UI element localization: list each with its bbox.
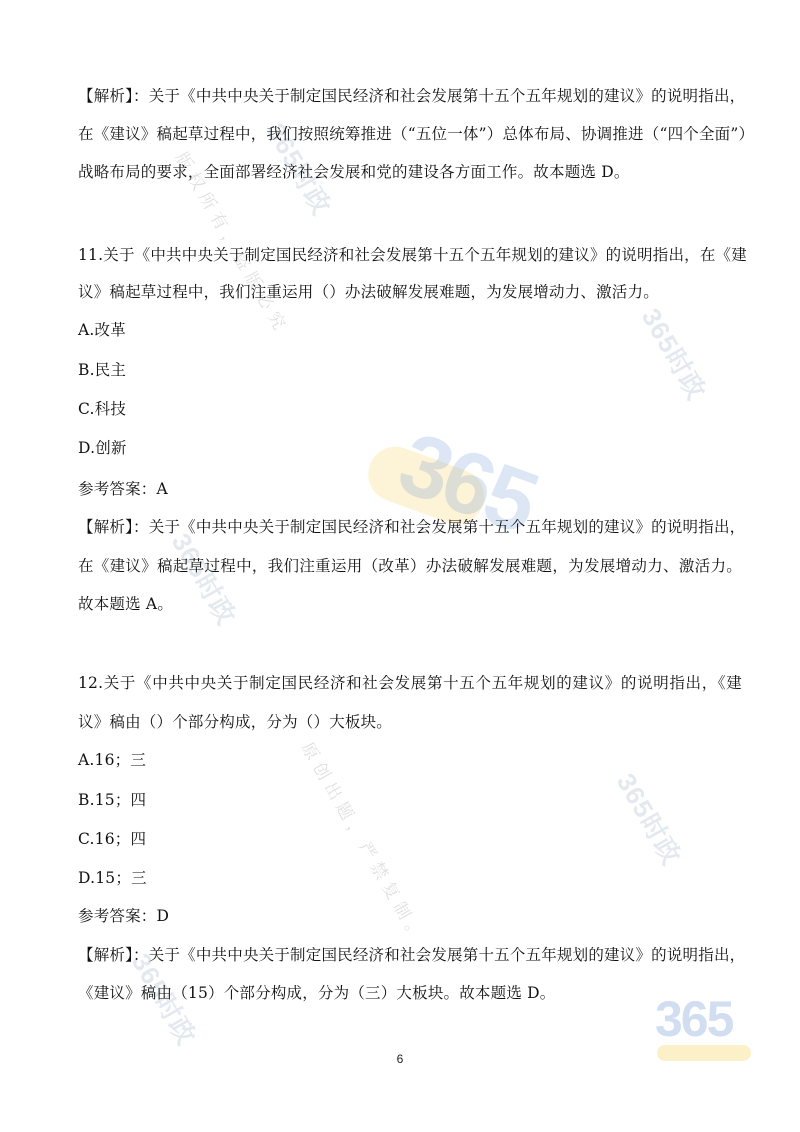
- question-stem: 议》稿由（）个部分构成，分为（）大板块。: [78, 713, 393, 731]
- watermark-notice: 原创出题，严禁复制。: [297, 739, 429, 948]
- option-c: C.16；四: [78, 830, 147, 848]
- page-number: 6: [396, 1052, 404, 1066]
- question-stem: 12.关于《中共中央关于制定国民经济和社会发展第十五个五年规划的建议》的说明指出，《建: [78, 674, 742, 692]
- question-stem: 11.关于《中共中央关于制定国民经济和社会发展第十五个五年规划的建议》的说明指出，在《建: [78, 246, 747, 264]
- watermark-brand: 365时政: [260, 118, 337, 221]
- option-d: D.创新: [78, 439, 127, 457]
- analysis-line: 【解析】：关于《中共中央关于制定国民经济和社会发展第十五个五年规划的建议》的说明指出，: [78, 946, 746, 964]
- option-b: B.15；四: [78, 791, 147, 809]
- analysis-line: 在《建议》稿起草过程中，我们注重运用（改革）办法破解发展难题，为发展增动力、激活力。: [78, 557, 742, 575]
- logo-text: 365: [386, 412, 548, 552]
- watermark-brand: 365时政: [165, 528, 242, 631]
- analysis-line: 在《建议》稿起草过程中，我们按照统筹推进（“五位一体”）总体布局、协调推进（“四个全面”）: [78, 125, 755, 143]
- analysis-line: 【解析】：关于《中共中央关于制定国民经济和社会发展第十五个五年规划的建议》的说明指出，: [78, 518, 746, 536]
- watermark-notice: 版权所有，盗版必究: [171, 149, 292, 338]
- analysis-line: 战略布局的要求，全面部署经济社会发展和党的建设各方面工作。故本题选 D。: [78, 163, 630, 181]
- option-a: A.改革: [78, 321, 126, 339]
- answer-line: 参考答案：D: [78, 907, 170, 925]
- logo-text: 365: [655, 991, 733, 1047]
- analysis-line: 【解析】：关于《中共中央关于制定国民经济和社会发展第十五个五年规划的建议》的说明指出，: [78, 87, 746, 105]
- watermark-brand: 365时政: [125, 948, 202, 1051]
- watermark-brand: 365时政: [635, 303, 712, 406]
- option-a: A.16；三: [78, 751, 147, 769]
- option-b: B.民主: [78, 361, 127, 379]
- answer-line: 参考答案：A: [78, 480, 168, 498]
- question-stem: 议》稿起草过程中，我们注重运用（）办法破解发展难题，为发展增动力、激活力。: [78, 283, 659, 301]
- watermark-brand: 365时政: [610, 768, 687, 871]
- analysis-line: 《建议》稿由（15）个部分构成，分为（三）大板块。故本题选 D。: [78, 984, 556, 1002]
- option-c: C.科技: [78, 400, 127, 418]
- analysis-line: 故本题选 A。: [78, 595, 174, 613]
- option-d: D.15；三: [78, 869, 147, 887]
